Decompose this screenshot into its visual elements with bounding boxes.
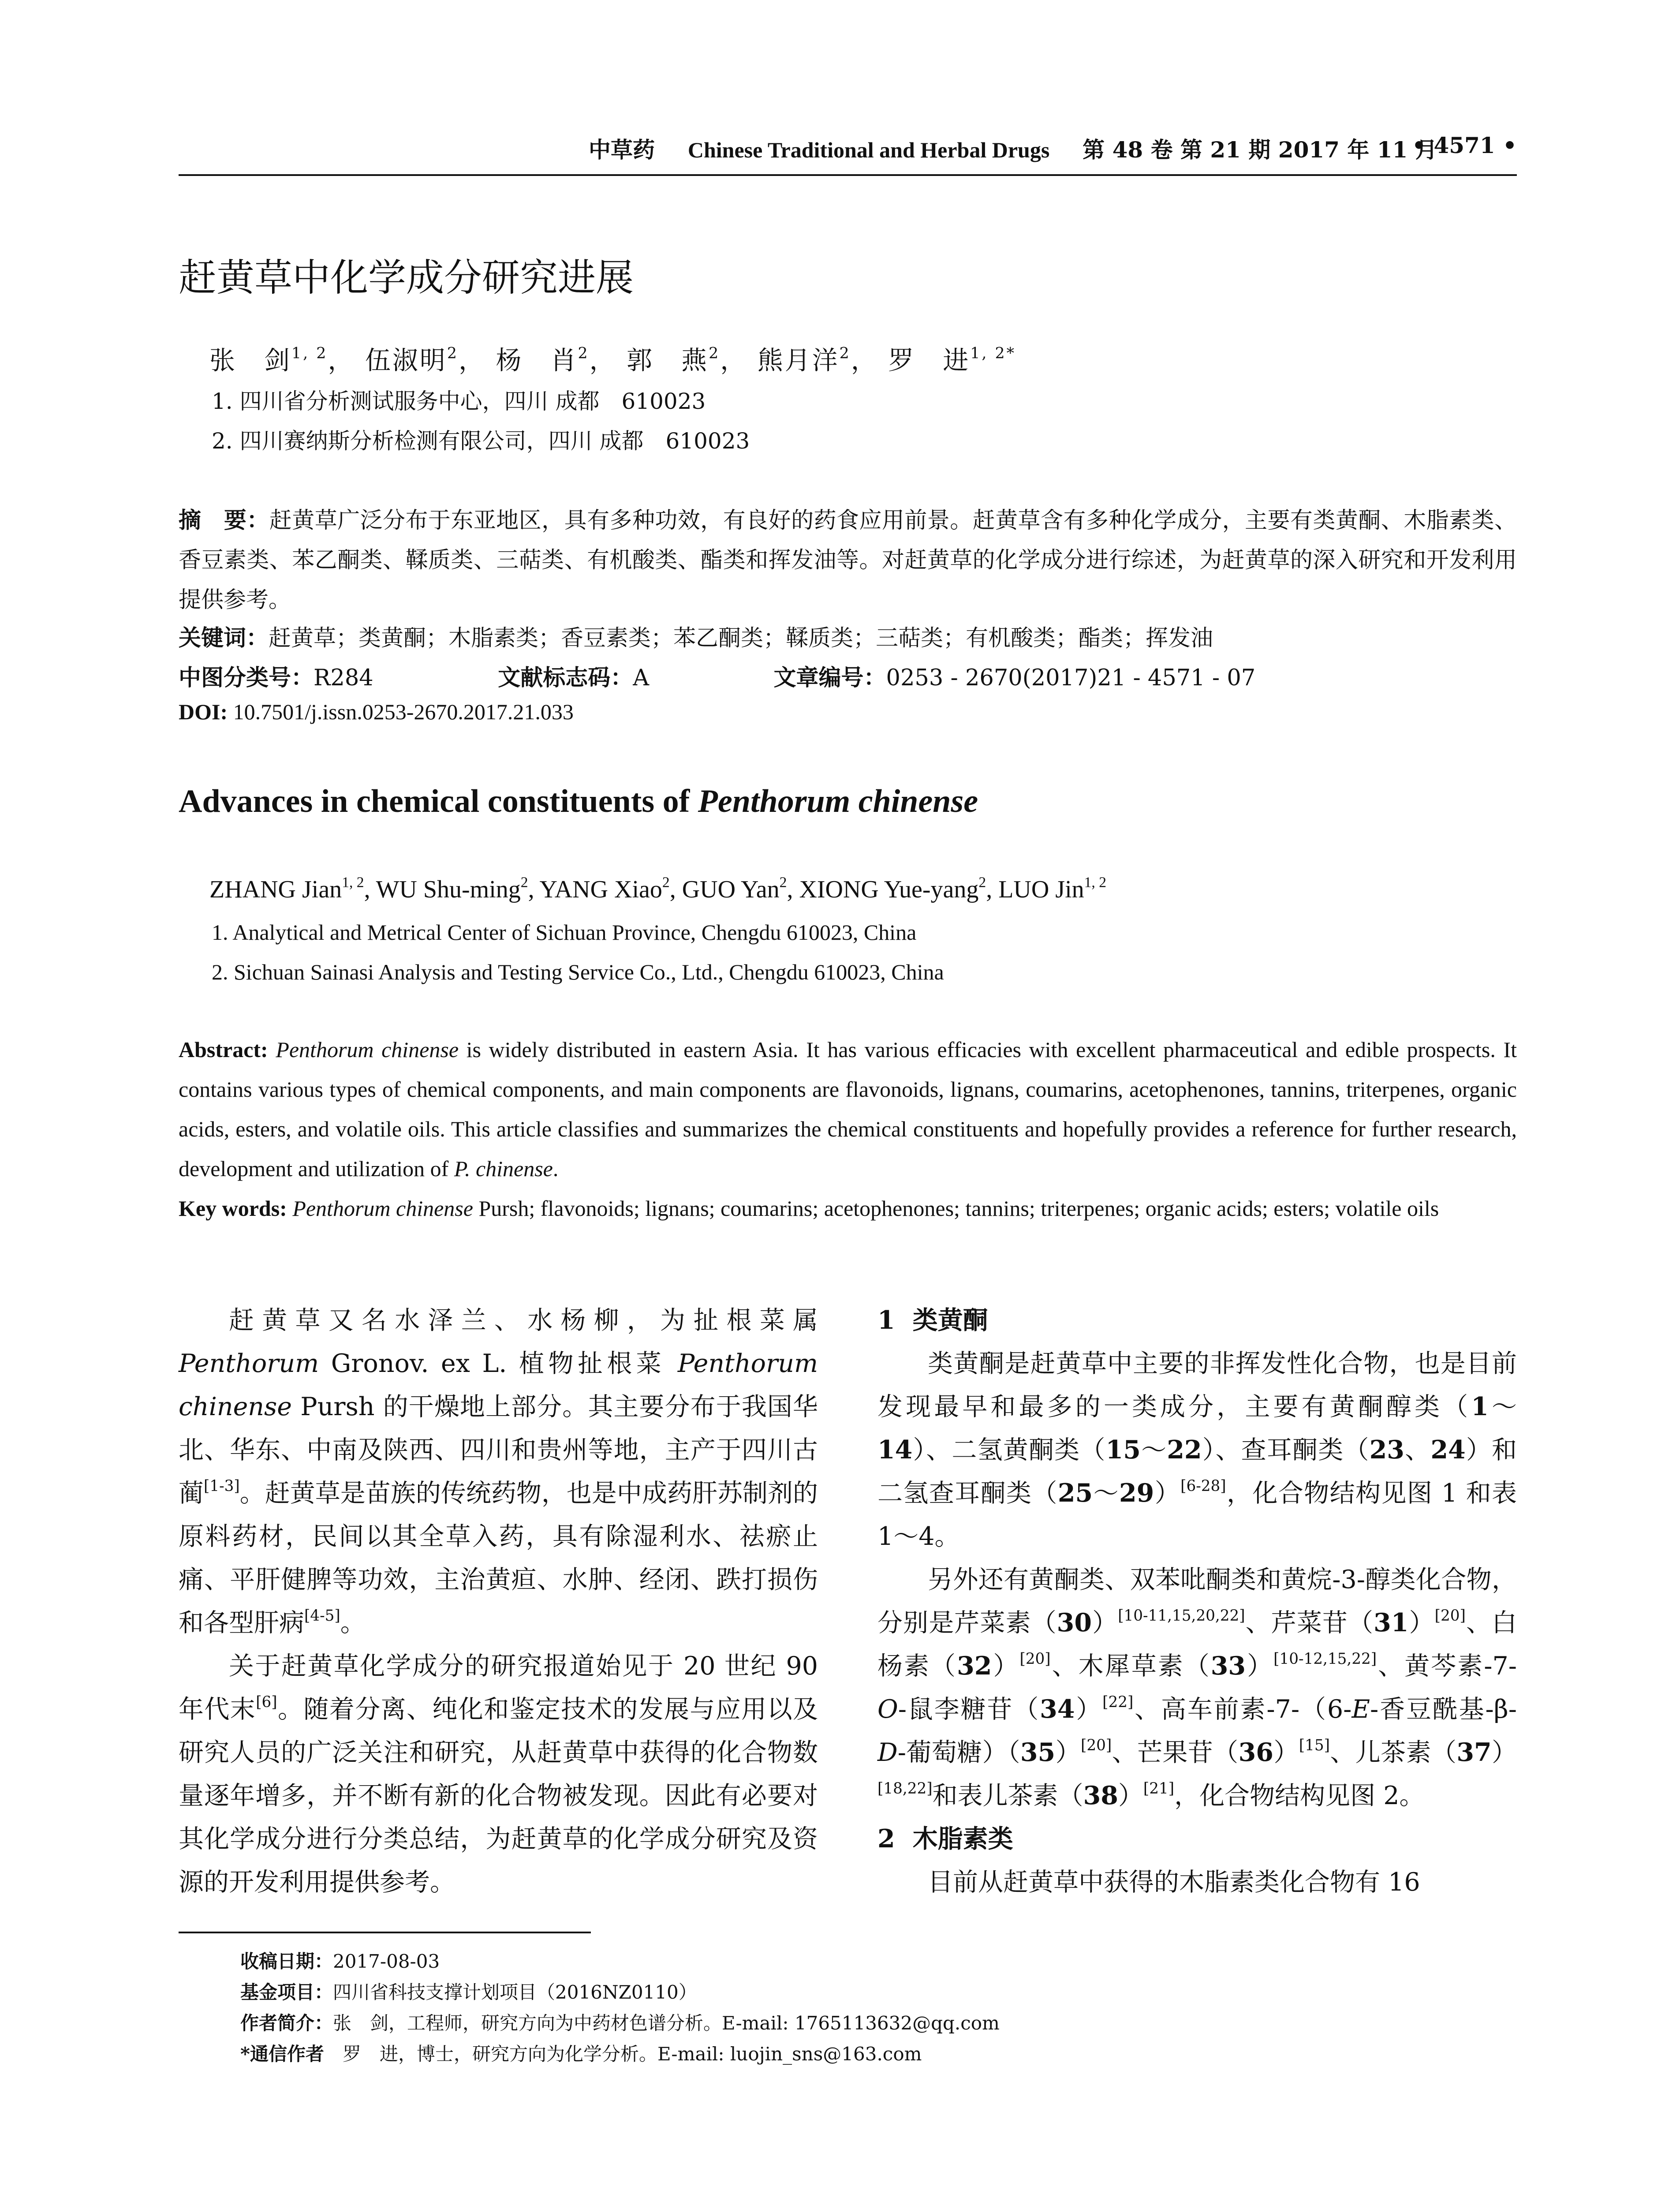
section-title: 类黄酮 xyxy=(912,1305,988,1335)
text-run: ） xyxy=(1154,1479,1181,1508)
compound-number: 23 xyxy=(1369,1435,1404,1465)
author-sup: 2 xyxy=(447,344,459,363)
footnote-rule xyxy=(179,1932,591,1933)
compound-number: 29 xyxy=(1119,1478,1154,1508)
article-no-label: 文章编号： xyxy=(773,665,886,691)
affiliation-cn-1: 1. 四川省分析测试服务中心，四川 成都 610023 xyxy=(212,389,706,414)
doc-code-value: A xyxy=(633,665,650,691)
keywords-en-species: Penthorum chinense xyxy=(292,1196,473,1221)
author-cn: 熊月洋 xyxy=(757,345,840,375)
text-run: 类黄酮是赶黄草中主要的非挥发性化合物，也是目前发现最早和最多的一类成分，主要有黄酮醇类（ xyxy=(877,1349,1517,1421)
abstract-en-species-short: P. chinense xyxy=(454,1156,553,1181)
text-run: ）、查耳酮类（ xyxy=(1202,1435,1370,1465)
citation: [20] xyxy=(1019,1650,1051,1668)
footnote-author xyxy=(240,2009,1000,2035)
author-sup: 2 xyxy=(839,344,851,363)
text-run: D xyxy=(877,1738,898,1767)
text-run: ，化合物结构见图 2。 xyxy=(1174,1781,1425,1810)
genus-name: Penthorum xyxy=(179,1349,319,1378)
doi-value: 10.7501/j.issn.0253-2670.2017.21.033 xyxy=(233,699,574,724)
abstract-cn-label: 摘 要： xyxy=(179,507,269,534)
journal-en-name: Chinese Traditional and Herbal Drugs xyxy=(687,138,1050,162)
species-name: Penthorum chinense xyxy=(179,1349,818,1421)
author-sup: 2 xyxy=(978,874,986,891)
running-header xyxy=(179,132,1517,172)
clc-value: R284 xyxy=(314,665,373,691)
doi-line xyxy=(179,699,574,725)
author-en: WU Shu-ming xyxy=(376,876,521,903)
text-run: Gronov. ex L. 植物扯根菜 xyxy=(319,1349,678,1378)
compound-number: 25 xyxy=(1057,1478,1093,1508)
footnote-label: 基金项目： xyxy=(240,1981,333,2003)
citation: [4-5] xyxy=(304,1607,340,1625)
citation: [1-3] xyxy=(204,1477,240,1495)
abstract-en-species: Penthorum chinense xyxy=(276,1037,459,1062)
citation: [10-12,15,22] xyxy=(1273,1650,1377,1668)
body-paragraph xyxy=(877,1861,1517,1904)
citation: [15] xyxy=(1299,1737,1330,1755)
compound-number: 31 xyxy=(1374,1608,1409,1637)
footnote-label: 收稿日期： xyxy=(240,1951,333,1972)
section-heading xyxy=(877,1817,1517,1861)
compound-number: 32 xyxy=(957,1651,992,1681)
footnote-value: 2017-08-03 xyxy=(333,1951,440,1972)
citation: [18,22] xyxy=(877,1780,933,1798)
compound-number: 35 xyxy=(1020,1738,1056,1767)
text-run: 赶黄草又名水泽兰、水杨柳，为扯根菜属 xyxy=(229,1306,818,1335)
abstract-en-text: is widely distributed in eastern Asia. It has various efficacies with excellent pharmaceutical and edible prospects. It contains various types of chemical components, and main components are flavonoids, lignans, coumarins, acetophenones, tannins, triterpenes, organic acids, esters, and volatile oils. This article classifies and summarizes the chemical constituents and hopefully provides a reference for further research, development and utilization of xyxy=(179,1037,1517,1181)
section-number: 2 xyxy=(877,1824,895,1854)
compound-number: 24 xyxy=(1430,1435,1466,1465)
text-run: 、高车前素-7-（6- xyxy=(1133,1695,1352,1724)
compound-number: 22 xyxy=(1167,1435,1202,1465)
text-run: 、黄芩素-7- xyxy=(1377,1652,1517,1681)
author-en: LUO Jin xyxy=(998,876,1084,903)
header-rule xyxy=(179,174,1517,176)
compound-number: 30 xyxy=(1057,1608,1092,1637)
author-en: YANG Xiao xyxy=(539,876,662,903)
keywords-en-label: Key words: xyxy=(179,1196,287,1221)
keywords-cn-label: 关键词： xyxy=(179,625,269,651)
citation: [20] xyxy=(1434,1607,1466,1625)
footnote-corresponding xyxy=(240,2040,922,2066)
author-en: ZHANG Jian xyxy=(209,876,342,903)
text-run: E xyxy=(1351,1695,1370,1724)
affiliation-en-1: 1. Analytical and Metrical Center of Sichuan Province, Chengdu 610023, China xyxy=(212,920,917,945)
citation: [20] xyxy=(1081,1737,1112,1755)
author-cn: 郭 燕 xyxy=(627,345,709,375)
title-en xyxy=(179,783,978,820)
text-run: ，化合物结构见图 1 和表 1～4。 xyxy=(877,1479,1517,1551)
citation: [21] xyxy=(1143,1780,1175,1798)
abstract-en-label: Abstract: xyxy=(179,1037,268,1062)
section-heading xyxy=(877,1299,1517,1342)
keywords-en-text: Pursh; flavonoids; lignans; coumarins; acetophenones; tannins; triterpenes; organic acids; esters; volatile oils xyxy=(473,1196,1439,1221)
keywords-en xyxy=(179,1188,1517,1228)
keywords-cn xyxy=(179,620,1213,652)
footnote-value: 张 剑，工程师，研究方向为中药材色谱分析。E-mail: 1765113632@qq.com xyxy=(333,2012,1000,2034)
text-run: ）和二氢查耳酮类（ xyxy=(877,1435,1517,1508)
compound-number: 37 xyxy=(1456,1738,1492,1767)
body-right-column xyxy=(877,1299,1517,1904)
compound-number: 36 xyxy=(1238,1738,1273,1767)
text-run: O xyxy=(877,1695,898,1724)
journal-cn-name: 中草药 xyxy=(589,137,655,163)
section-number: 1 xyxy=(877,1305,895,1335)
classification-line xyxy=(179,659,1517,692)
compound-number: 34 xyxy=(1040,1694,1075,1724)
journal-header xyxy=(589,132,1437,164)
title-en-species: Penthorum chinense xyxy=(698,783,978,819)
section-title: 木脂素类 xyxy=(912,1824,1013,1854)
clc-label: 中图分类号： xyxy=(179,665,314,691)
authors-cn: 张 剑$^{1, 2}$， 伍淑明$^2$， 杨 肖$^2$， 郭 燕$^2$， 熊月洋$^2$， 罗 进$^{1, 2*}$ xyxy=(209,344,1016,375)
doi-label: DOI: xyxy=(179,699,228,724)
text-run: -葡萄糖）（ xyxy=(897,1738,1020,1767)
text-run: 目前从赶黄草中获得的木脂素类化合物有 16 xyxy=(928,1868,1420,1897)
affiliation-en-2: 2. Sichuan Sainasi Analysis and Testing Service Co., Ltd., Chengdu 610023, China xyxy=(212,960,944,984)
author-cn: 张 剑 xyxy=(209,345,292,375)
citation: [22] xyxy=(1102,1693,1134,1712)
text-run: 、芹菜苷（ xyxy=(1245,1608,1374,1637)
text-run: 和表儿茶素（ xyxy=(932,1781,1083,1810)
article-no-value: 0253 - 2670(2017)21 - 4571 - 07 xyxy=(886,665,1256,691)
title-cn: 赶黄草中化学成分研究进展 xyxy=(179,256,634,300)
author-cn: 杨 肖 xyxy=(496,345,578,375)
author-sup: 2 xyxy=(662,874,670,891)
body-paragraph xyxy=(179,1644,818,1904)
author-sup: 2 xyxy=(709,344,721,363)
author-sup: 1, 2 xyxy=(291,344,328,363)
affiliation-cn-2: 2. 四川赛纳斯分析检测有限公司，四川 成都 610023 xyxy=(212,428,750,454)
text-run: Pursh 的干燥地上部分。其主要分布于我国华北、华东、中南及陕西、四川和贵州等地，主产于四川古蔺 xyxy=(179,1392,818,1508)
text-run: ）、二氢黄酮类（ xyxy=(912,1435,1106,1465)
author-en: GUO Yan xyxy=(682,876,780,903)
compound-number: 33 xyxy=(1210,1651,1246,1681)
text-run: 。赶黄草是苗族的传统药物，也是中成药肝苏制剂的原料药材，民间以其全草入药，具有除湿利水、祛瘀止痛、平肝健脾等功效，主治黄疸、水肿、经闭、跌打损伤和各型肝病 xyxy=(179,1479,818,1637)
footnote-fund xyxy=(240,1978,697,2004)
abstract-en-end: . xyxy=(553,1156,559,1181)
journal-issue: 第 48 卷 第 21 期 2017 年 11 月 xyxy=(1083,137,1437,163)
body-paragraph xyxy=(877,1342,1517,1558)
abstract-cn xyxy=(179,501,1517,620)
text-run: 、木犀草素（ xyxy=(1050,1652,1211,1681)
author-cn: 罗 进 xyxy=(888,345,971,375)
citation: [6-28] xyxy=(1180,1477,1226,1495)
author-sup: 1, 2* xyxy=(970,344,1016,363)
footnote-label: 作者简介： xyxy=(240,2012,333,2034)
text-run: 、白杨素（ xyxy=(877,1608,1517,1681)
text-run: 、 xyxy=(1404,1435,1431,1465)
author-sup: 2 xyxy=(520,874,528,891)
text-run: -鼠李糖苷（ xyxy=(898,1695,1040,1724)
authors-en: ZHANG Jian$^{1, 2}$, WU Shu-ming$^2$, YANG Xiao$^2$, GUO Yan$^2$, XIONG Yue-yang$^2$, LUO Jin$^{1, 2}$ xyxy=(209,874,1107,903)
text-run: ～ xyxy=(1488,1392,1517,1421)
citation: [10-11,15,20,22] xyxy=(1118,1607,1245,1625)
footnote-label: *通信作者 xyxy=(240,2043,324,2065)
abstract-cn-text: 赶黄草广泛分布于东亚地区，具有多种功效，有良好的药食应用前景。赶黄草含有多种化学成分，主要有类黄酮、木脂素类、香豆素类、苯乙酮类、鞣质类、三萜类、有机酸类、酯类和挥发油等。对赶黄草的化学成分进行综述，为赶黄草的深入研究和开发利用提供参考。 xyxy=(179,508,1517,613)
text-run: ～ xyxy=(1093,1479,1119,1508)
text-run: -香豆酰基-β- xyxy=(1370,1695,1517,1724)
keywords-cn-text: 赶黄草；类黄酮；木脂素类；香豆素类；苯乙酮类；鞣质类；三萜类；有机酸类；酯类；挥发油 xyxy=(269,625,1213,651)
author-sup: 2 xyxy=(578,344,590,363)
text-run: 另外还有黄酮类、双苯吡酮类和黄烷-3-醇类化合物，分别是芹菜素（ xyxy=(877,1565,1517,1637)
footnote-value: 罗 进，博士，研究方向为化学分析。E-mail: luojin_sns@163.com xyxy=(342,2043,922,2065)
author-sup: 1, 2 xyxy=(1084,874,1107,891)
body-paragraph xyxy=(179,1299,818,1644)
abstract-en xyxy=(179,1030,1517,1188)
title-en-text: Advances in chemical constituents of xyxy=(179,783,698,819)
author-sup: 2 xyxy=(779,874,787,891)
page-number: • 4571 • xyxy=(1412,132,1517,158)
text-run: ～ xyxy=(1140,1435,1167,1465)
text-run: 、芒果苷（ xyxy=(1112,1738,1239,1767)
text-run: 关于赶黄草化学成分的研究报道始见于 20 世纪 90 年代末 xyxy=(179,1652,818,1724)
text-run: 。 xyxy=(340,1608,366,1637)
footnote-value: 四川省科技支撑计划项目（2016NZ0110） xyxy=(333,1981,697,2003)
text-run: 。随着分离、纯化和鉴定技术的发展与应用以及研究人员的广泛关注和研究，从赶黄草中获得的化合物数量逐年增多，并不断有新的化合物被发现。因此有必要对其化学成分进行分类总结，为赶黄草的化学成分研究及资源的开发利用提供参考。 xyxy=(179,1695,818,1897)
compound-number: 15 xyxy=(1105,1435,1141,1465)
compound-number: 1 xyxy=(1471,1392,1489,1421)
body-paragraph: 另外还有黄酮类、双苯吡酮类和黄烷-3-醇类化合物，分别是芹菜素（30）[10-11,15,20,22]、芹菜苷（31）[20]、白杨素（32）[20]、木犀草素（33）[10-12,15,22]、黄芩素-7-O-鼠李糖苷（34）[22]、高车前素-7-（6-E-香豆酰基-β-D-葡萄糖）（35）[20]、芒果苷（36）[15]、儿茶素（37）[18,22]和表儿茶素（38）[21]，化合物结构见图 2。 xyxy=(877,1565,1517,1810)
compound-number: 38 xyxy=(1083,1781,1118,1810)
text-run: 、儿茶素（ xyxy=(1329,1738,1457,1767)
author-sup: 1, 2 xyxy=(342,874,364,891)
doc-code-label: 文献标志码： xyxy=(498,665,633,691)
citation: [6] xyxy=(256,1693,277,1712)
author-cn: 伍淑明 xyxy=(365,345,447,375)
footnote-received xyxy=(240,1947,440,1973)
compound-number: 14 xyxy=(877,1435,913,1465)
body-left-column xyxy=(179,1299,818,1904)
author-en: XIONG Yue-yang xyxy=(799,876,979,903)
